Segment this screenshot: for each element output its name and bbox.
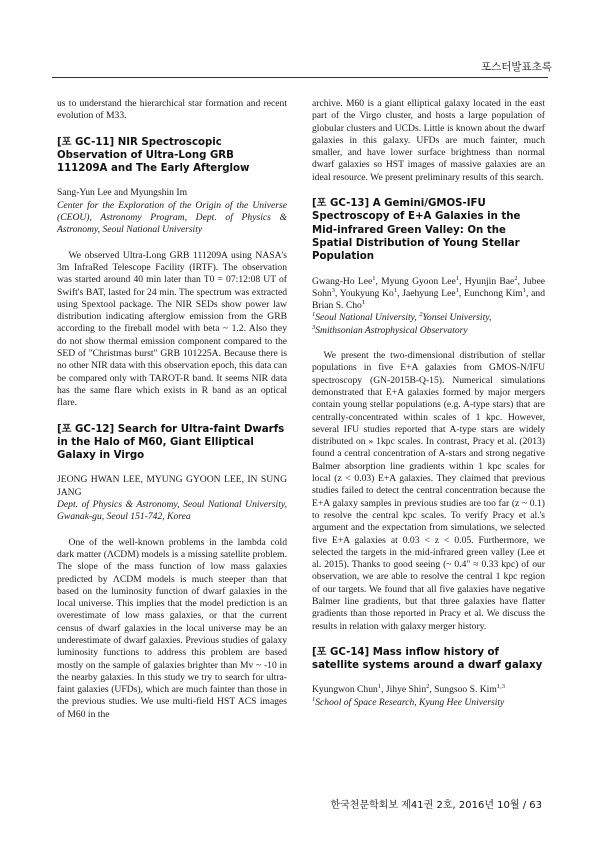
header-rule xyxy=(52,77,548,78)
gc11-title: [포 GC-11] NIR Spectroscopic Observation of Ultra-Long GRB 111209A and The Early Afterglow xyxy=(57,136,250,175)
gc11-abstract: We observed Ultra-Long GRB 111209A using NASA's 3m InfraRed Telescope Facility (IRTF). The observation was started around 40 min later than T0 = 07:12:08 UT of Swift's BAT, lasted for 24 min. The spectrum was extracted using Spextool package. The NIR SEDs show power law distribution indicating afterglow emission from the GRB according to the fireball model with beta ~ 1.2. Also they do not show thermal emission component compared to the SED of "Christmas burst" GRB 101225A. Because there is no other NIR data with this observation epoch, this data can be compared only with TAROT-R band. It seems NIR data has the same flare which exists in R band as an optical flare. xyxy=(57,249,287,409)
gc12-authors: JEONG HWAN LEE, MYUNG GYOON LEE, IN SUNG JANG xyxy=(57,474,287,498)
gc12-abstract: One of the well-known problems in the lambda cold dark matter (ΛCDM) models is a missing satellite problem. The slope of the mass function of low mass galaxies predicted by ΛCDM models is much steeper than that based on the luminosity function of dwarf galaxies in the local universe. This implies that the model prediction is an overestimate of low mass galaxies, or that the current census of dwarf galaxies in the local universe may be an underestimate of dwarf galaxies. Previous studies of galaxy luminosity functions to address this problem are based mostly on the sample of galaxies brighter than Mv ~ -10 in the nearby galaxies. In this study we try to search for ultra-faint galaxies (UFDs), which are much fainter than those in the previous studies. We use multi-field HST ACS images of M60 in the xyxy=(57,536,287,720)
gc13-affiliation: $^1$Seoul National University, $^2$Yonsei University, $^3$Smithsonian Astrophysical Observatory xyxy=(312,311,492,336)
left-column xyxy=(57,98,287,721)
page-footer: 한국천문학회보 제41권 2호, 2016년 10월 / 63 xyxy=(330,800,542,811)
gc13-abstract: We present the two-dimensional distribution of stellar populations in five E+A galaxies from GMOS-N/IFU spectroscopy (GN-2015B-Q-15). Numerical simulations demonstrated that E+A galaxies formed by major mergers contain young stellar populations (e.g. A-type stars) that are centrally-concentrated within scales of 1 kpc. However, several IFU studies reported that A-type stars are widely distributed on » 1kpc scales. In contrast, Pracy et al. (2013) found a central concentration of A-stars and strong negative Balmer absorption line gradients within 1 kpc scales for local (z < 0.03) E+A galaxies. They claimed that previous studies failed to detect the central concentration because the E+A galaxy samples in previous studies are too far (z ~ 0.1) to resolve the central kpc scales. To verify Pracy et al.'s argument and the expectation from simulations, we selected five E+A galaxies at 0.03 < z < 0.05. Furthermore, we selected the targets in the mid-infrared green valley (Lee et al. 2015). Thanks to good seeing (~ 0.4" ≈ 0.33 kpc) of our observation, we are able to resolve the central 1 kpc region of our targets. We found that all five galaxies have negative Balmer line gradients, but that three galaxies have flatter gradients than those reported in Pracy et al. We discuss the results in relation with galaxy merger history. xyxy=(312,350,545,632)
page-header: 포스터발표초록 xyxy=(480,61,552,73)
gc14-title: [포 GC-14] Mass inflow history of satellite systems around a dwarf galaxy xyxy=(312,646,543,672)
gc13-authors: Gwang-Ho Lee$^1$, Myung Gyoon Lee$^1$, Hyunjin Bae$^2$, Jubee Sohn$^3$, Youkyung Ko$^1$, Jaehyung Lee$^1$, Eunchong Kim$^1$, and Brian S. Cho$^1$ xyxy=(312,274,546,312)
gc12-affiliation: Dept. of Physics & Astronomy, Seoul National University, Gwanak-gu, Seoul 151-742, Korea xyxy=(57,499,287,523)
gc11-affiliation: Center for the Exploration of the Origin of the Universe (CEOU), Astronomy Program, Dept. of Physics & Astronomy, Seoul National University xyxy=(57,199,287,236)
gc12-title: [포 GC-12] Search for Ultra-faint Dwarfs in the Halo of M60, Giant Elliptical Galaxy in Virgo xyxy=(57,423,285,462)
right-column xyxy=(312,98,545,709)
gc14-affiliation: $^1$School of Space Research, Kyung Hee University xyxy=(312,695,505,708)
intro-paragraph: us to understand the hierarchical star formation and recent evolution of M33. xyxy=(57,98,287,122)
gc14-authors: Kyungwon Chun$^1$, Jihye Shin$^2$, Sungsoo S. Kim$^{1,3}$ xyxy=(312,683,505,696)
continued-paragraph: archive. M60 is a giant elliptical galaxy located in the east part of the Virgo cluster, and hosts a large population of globular clusters and UCDs. Little is known about the dwarf galaxies in this galaxy. UFDs are much fainter, much smaller, and have lower surface brightness than normal dwarf galaxies so HST images of massive galaxies are an ideal resource. We present preliminary results of this search. xyxy=(312,98,545,183)
gc13-title: [포 GC-13] A Gemini/GMOS-IFU Spectroscopy of E+A Galaxies in the Mid-infrared Green Valley: On the Spatial Distribution of Young Stellar Population xyxy=(312,198,521,263)
gc11-authors: Sang-Yun Lee and Myungshin Im xyxy=(57,187,188,199)
